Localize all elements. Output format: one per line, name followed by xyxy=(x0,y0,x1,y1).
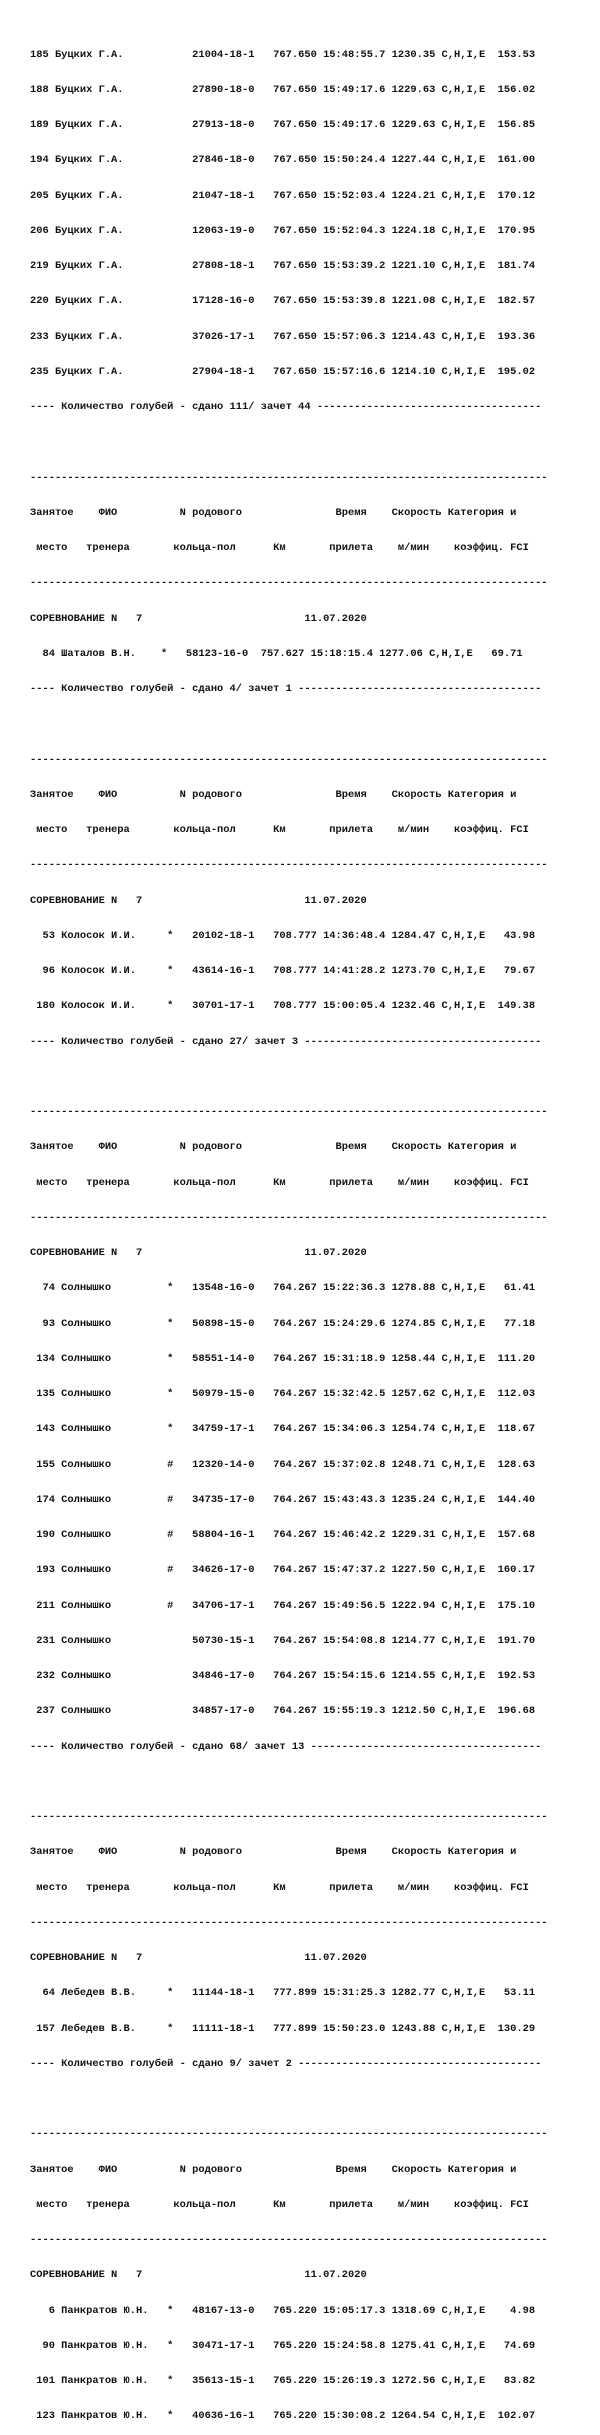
result-row: 84 Шаталов В.Н. * 58123-16-0 757.627 15:18:15.4 1277.06 C,H,I,E 69.71 xyxy=(30,647,523,660)
result-row: 157 Лебедев В.В. * 11111-18-1 777.899 15:50:23.0 1243.88 C,H,I,E 130.29 xyxy=(30,2022,536,2035)
column-header: Занятое ФИО N родового Время Скорость Категория и xyxy=(30,2163,517,2176)
column-header: Занятое ФИО N родового Время Скорость Категория и xyxy=(30,1141,517,1154)
result-row: 101 Панкратов Ю.Н. * 35613-15-1 765.220 15:26:19.3 1272.56 C,H,I,E 83.82 xyxy=(30,2375,536,2387)
result-row: 235 Буцких Г.А. 27904-18-1 767.650 15:57:16.6 1214.10 C,H,I,E 195.02 xyxy=(30,365,536,378)
column-subheader: место тренера кольца-пол Км прилета м/мин коэффиц. FCI xyxy=(30,1881,529,1894)
separator-line: ----------------------------------------------------------------------------------- xyxy=(30,1106,548,1118)
result-row: 143 Солнышко * 34759-17-1 764.267 15:34:06.3 1254.74 C,H,I,E 118.67 xyxy=(30,1423,536,1436)
column-subheader: место тренера кольца-пол Км прилета м/мин коэффиц. FCI xyxy=(30,542,529,554)
result-row: 189 Буцких Г.А. 27913-18-0 767.650 15:49:17.6 1229.63 C,H,I,E 156.85 xyxy=(30,119,536,131)
result-row: 180 Колосок И.И. * 30701-17-1 708.777 15:00:05.4 1232.46 C,H,I,E 149.38 xyxy=(30,1000,536,1013)
competition-heading: СОРЕВНОВАНИЕ N 7 11.07.2020 xyxy=(30,612,367,625)
result-row: 53 Колосок И.И. * 20102-18-1 708.777 14:36:48.4 1284.47 C,H,I,E 43.98 xyxy=(30,929,536,942)
result-row: 232 Солнышко 34846-17-0 764.267 15:54:15.6 1214.55 C,H,I,E 192.53 xyxy=(30,1670,536,1682)
result-row: 74 Солнышко * 13548-16-0 764.267 15:22:36.3 1278.88 C,H,I,E 61.41 xyxy=(30,1282,536,1295)
blank-line xyxy=(30,2094,600,2106)
result-row: 185 Буцких Г.А. 21004-18-1 767.650 15:48:55.7 1230.35 C,H,I,E 153.53 xyxy=(30,48,536,61)
pigeon-count-summary: ---- Количество голубей - сдано 4/ зачет 1 --------------------------------------- xyxy=(30,683,542,695)
result-row: 93 Солнышко * 50898-15-0 764.267 15:24:29.6 1274.85 C,H,I,E 77.18 xyxy=(30,1317,536,1330)
column-header: Занятое ФИО N родового Время Скорость Категория и xyxy=(30,788,517,801)
result-row: 231 Солнышко 50730-15-1 764.267 15:54:08.8 1214.77 C,H,I,E 191.70 xyxy=(30,1634,536,1647)
blank-line xyxy=(30,1072,600,1084)
competition-heading: СОРЕВНОВАНИЕ N 7 11.07.2020 xyxy=(30,1952,367,1964)
result-row: 174 Солнышко # 34735-17-0 764.267 15:43:43.3 1235.24 C,H,I,E 144.40 xyxy=(30,1493,536,1506)
blank-line xyxy=(30,719,600,731)
result-row: 193 Солнышко # 34626-17-0 764.267 15:47:37.2 1227.50 C,H,I,E 160.17 xyxy=(30,1564,536,1577)
separator-line: ----------------------------------------------------------------------------------- xyxy=(30,1211,548,1224)
result-row: 206 Буцких Г.А. 12063-19-0 767.650 15:52:04.3 1224.18 C,H,I,E 170.95 xyxy=(30,224,536,237)
blank-line xyxy=(30,1777,600,1789)
result-row: 205 Буцких Г.А. 21047-18-1 767.650 15:52:03.4 1224.21 C,H,I,E 170.12 xyxy=(30,189,536,202)
result-row: 237 Солнышко 34857-17-0 764.267 15:55:19.3 1212.50 C,H,I,E 196.68 xyxy=(30,1705,536,1718)
competition-heading: СОРЕВНОВАНИЕ N 7 11.07.2020 xyxy=(30,1247,367,1259)
result-row: 123 Панкратов Ю.Н. * 40636-16-1 765.220 15:30:08.2 1264.54 C,H,I,E 102.07 xyxy=(30,2410,536,2423)
pigeon-count-summary: ---- Количество голубей - сдано 68/ зачет 13 ------------------------------------- xyxy=(30,1740,542,1753)
result-row: 190 Солнышко # 58804-16-1 764.267 15:46:42.2 1229.31 C,H,I,E 157.68 xyxy=(30,1529,536,1541)
separator-line: ----------------------------------------------------------------------------------- xyxy=(30,859,548,872)
result-row: 96 Колосок И.И. * 43614-16-1 708.777 14:41:28.2 1273.70 C,H,I,E 79.67 xyxy=(30,965,536,977)
result-row: 233 Буцких Г.А. 37026-17-1 767.650 15:57:06.3 1214.43 C,H,I,E 193.36 xyxy=(30,330,536,343)
column-header: Занятое ФИО N родового Время Скорость Категория и xyxy=(30,506,517,519)
separator-line: ----------------------------------------------------------------------------------- xyxy=(30,2234,548,2246)
column-subheader: место тренера кольца-пол Км прилета м/мин коэффиц. FCI xyxy=(30,824,529,836)
result-row: 188 Буцких Г.А. 27890-18-0 767.650 15:49:17.6 1229.63 C,H,I,E 156.02 xyxy=(30,83,536,96)
result-row: 134 Солнышко * 58551-14-0 764.267 15:31:18.9 1258.44 C,H,I,E 111.20 xyxy=(30,1352,536,1365)
result-row: 220 Буцких Г.А. 17128-16-0 767.650 15:53:39.8 1221.08 C,H,I,E 182.57 xyxy=(30,295,536,308)
result-row: 64 Лебедев В.В. * 11144-18-1 777.899 15:31:25.3 1282.77 C,H,I,E 53.11 xyxy=(30,1987,536,2000)
separator-line: ----------------------------------------------------------------------------------- xyxy=(30,471,548,484)
pigeon-count-summary: ---- Количество голубей - сдано 27/ зачет 3 -------------------------------------- xyxy=(30,1035,542,1048)
pigeon-count-summary: ---- Количество голубей - сдано 9/ зачет 2 --------------------------------------- xyxy=(30,2057,542,2070)
result-row: 194 Буцких Г.А. 27846-18-0 767.650 15:50:24.4 1227.44 C,H,I,E 161.00 xyxy=(30,154,536,167)
column-subheader: место тренера кольца-пол Км прилета м/мин коэффиц. FCI xyxy=(30,2198,529,2211)
separator-line: ----------------------------------------------------------------------------------- xyxy=(30,753,548,766)
result-row: 211 Солнышко # 34706-17-1 764.267 15:49:56.5 1222.94 C,H,I,E 175.10 xyxy=(30,1599,536,1612)
separator-line: ----------------------------------------------------------------------------------- xyxy=(30,1811,548,1823)
column-header: Занятое ФИО N родового Время Скорость Категория и xyxy=(30,1846,517,1859)
competition-heading: СОРЕВНОВАНИЕ N 7 11.07.2020 xyxy=(30,894,367,907)
result-row: 155 Солнышко # 12320-14-0 764.267 15:37:02.8 1248.71 C,H,I,E 128.63 xyxy=(30,1458,536,1471)
result-row: 90 Панкратов Ю.Н. * 30471-17-1 765.220 15:24:58.8 1275.41 C,H,I,E 74.69 xyxy=(30,2339,536,2352)
pigeon-count-summary: ---- Количество голубей - сдано 111/ зачет 44 ------------------------------------ xyxy=(30,401,542,413)
separator-line: ----------------------------------------------------------------------------------- xyxy=(30,2128,548,2141)
blank-line xyxy=(30,437,600,449)
column-subheader: место тренера кольца-пол Км прилета м/мин коэффиц. FCI xyxy=(30,1176,529,1189)
result-row: 219 Буцких Г.А. 27808-18-1 767.650 15:53:39.2 1221.10 C,H,I,E 181.74 xyxy=(30,260,536,272)
result-row: 6 Панкратов Ю.Н. * 48167-13-0 765.220 15:05:17.3 1318.69 C,H,I,E 4.98 xyxy=(30,2304,536,2317)
separator-line: ----------------------------------------------------------------------------------- xyxy=(30,577,548,590)
competition-heading: СОРЕВНОВАНИЕ N 7 11.07.2020 xyxy=(30,2269,367,2282)
separator-line: ----------------------------------------------------------------------------------- xyxy=(30,1916,548,1929)
result-row: 135 Солнышко * 50979-15-0 764.267 15:32:42.5 1257.62 C,H,I,E 112.03 xyxy=(30,1388,536,1400)
